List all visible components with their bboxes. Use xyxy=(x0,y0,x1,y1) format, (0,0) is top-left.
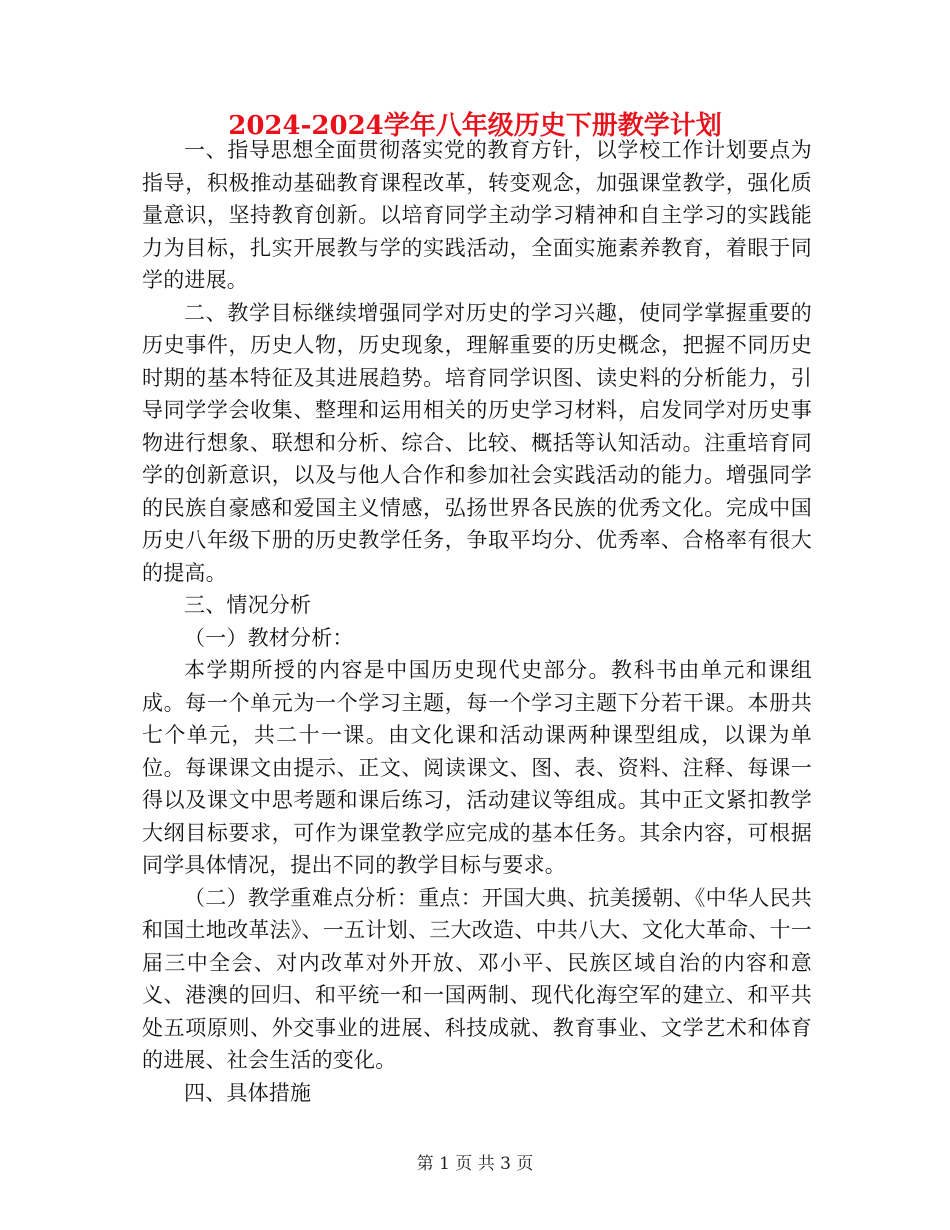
paragraph-textbook-analysis: 本学期所授的内容是中国历史现代史部分。教科书由单元和课组成。每一个单元为一个学习主题，每一个学习主题下分若干课。本册共七个单元，共二十一课。由文化课和活动课两种课型组成，以课为单位。每课课文由提示、正文、阅读课文、图、表、资料、注释、每课一得以及课文中思考题和课后练习，活动建议等组成。其中正文紧扣教学大纲目标要求，可作为课堂教学应完成的基本任务。其余内容，可根据同学具体情况，提出不同的教学目标与要求。 xyxy=(142,658,812,877)
paragraph-key-points: （二）教学重难点分析：重点：开国大典、抗美援朝、《中华人民共和国土地改革法》、一五计划、三大改造、中共八大、文化大革命、十一届三中全会、对内改革对外开放、邓小平、民族区域自治的内容和意义、港澳的回归、和平统一和一国两制、现代化海空军的建立、和平共处五项原则、外交事业的进展、科技成就、教育事业、文学艺术和体育的进展、社会生活的变化。 xyxy=(142,885,812,1072)
page-footer: 第 1 页 共 3 页 xyxy=(416,1154,534,1174)
heading-specific-measures: 四、具体措施 xyxy=(184,1080,312,1105)
document-title: 2024-2024学年八年级历史下册教学计划 xyxy=(228,111,722,141)
heading-textbook-analysis: （一）教材分析： xyxy=(184,625,354,650)
document-body xyxy=(142,134,812,1109)
heading-situation-analysis: 三、情况分析 xyxy=(184,593,312,617)
paragraph-teaching-goals: 二、教学目标继续增强同学对历史的学习兴趣，使同学掌握重要的历史事件，历史人物，历史现象，理解重要的历史概念，把握不同历史时期的基本特征及其进展趋势。培育同学识图、读史料的分析能力，引导同学学会收集、整理和运用相关的历史学习材料，启发同学对历史事物进行想象、联想和分析、综合、比较、概括等认知活动。注重培育同学的创新意识，以及与他人合作和参加社会实践活动的能力。增强同学的民族自豪感和爱国主义情感，弘扬世界各民族的优秀文化。完成中国历史八年级下册的历史教学任务，争取平均分、优秀率、合格率有很大的提高。 xyxy=(142,300,812,585)
paragraph-guiding-ideology: 一、指导思想全面贯彻落实党的教育方针，以学校工作计划要点为指导，积极推动基础教育课程改革，转变观念，加强课堂教学，强化质量意识，坚持教育创新。以培育同学主动学习精神和自主学习的实践能力为目标，扎实开展教与学的实践活动，全面实施素养教育，着眼于同学的进展。 xyxy=(142,138,812,292)
